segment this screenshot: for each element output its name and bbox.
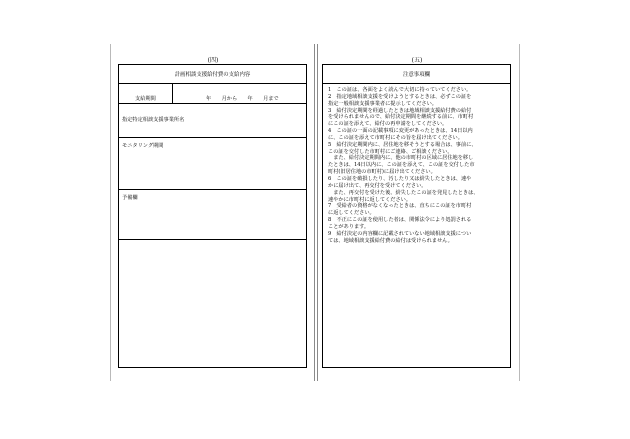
note-line: 9 給付決定の内容欄に記載されていない地域相談支援につい: [328, 230, 472, 237]
remarks-label: 予備欄: [122, 195, 138, 201]
notes-list: [328, 87, 506, 244]
period-label: 支給期間: [135, 96, 156, 102]
right-page-border: [519, 44, 520, 381]
benefit-content-title: 計画相談支援給付費の支給内容: [174, 72, 251, 78]
divider: [323, 83, 510, 84]
note-line: ては、地域相談支援給付費の給付は受けられません。: [328, 237, 453, 244]
note-line: たときは、14日以内に、この証を添えて、この証を交付した市: [328, 162, 475, 169]
right-page-label: (五): [411, 57, 423, 64]
note-line: 6 この証を破損したり、汚したり又は紛失したときは、速や: [328, 175, 472, 182]
note-line: また、給付決定期間内に、他の市町村の区域に居住地を移し: [328, 155, 474, 162]
note-line: 4 この証の一面の記載事項に変更があったときは、14日以内: [328, 128, 473, 135]
note-line: 7 受給者の資格がなくなったときは、直ちにこの証を市町村: [328, 203, 472, 210]
note-line: 1 この証は、各面をよく読んで大切に持っていてください。: [328, 87, 472, 93]
notes-title: 注意事項欄: [403, 72, 430, 78]
monitoring-label: モニタリング期間: [122, 143, 164, 149]
note-line: かに届け出て、再交付を受けてください。: [328, 182, 427, 189]
note-line: 3 給付決定期間を経過したときは地域相談支援給付費の給付: [328, 107, 472, 114]
fold-line-right: [317, 44, 318, 381]
note-line: 8 不正にこの証を使用した者は、関係法令により処罰される: [328, 217, 472, 224]
note-line: 5 給付決定期間内に、居住地を移そうとする場合は、事前に、: [328, 141, 477, 148]
note-line: を受けられませんので、給付決定期間を継続する前に、市町村: [328, 114, 474, 121]
left-page-border: [110, 44, 111, 381]
divider: [119, 103, 306, 104]
note-line: 町村(旧居住地の市町村)に届け出てください。: [328, 169, 436, 176]
note-line: に返してください。: [328, 210, 375, 217]
provider-label: 指定特定相談支援事業所名: [122, 117, 185, 123]
left-page-label: (四): [207, 57, 219, 64]
divider: [119, 137, 306, 138]
notes-form: [322, 64, 511, 368]
divider: [172, 83, 173, 103]
note-line: この証を交付した市町村にご連絡、ご相談ください。: [328, 148, 453, 155]
note-line: にこの証を添えて、給付の再申請をしてください。: [328, 121, 448, 128]
divider: [119, 189, 306, 190]
note-line: に、この証を添えて市町村にその旨を届け出てください。: [328, 134, 463, 141]
benefit-content-form: [118, 64, 307, 368]
note-line: 指定一般相談支援事業者に提示してください。: [328, 100, 437, 107]
divider: [119, 83, 306, 84]
note-line: ことがあります。: [328, 223, 370, 230]
divider: [119, 239, 306, 240]
note-line: 速やかに市町村に返してください。: [328, 196, 412, 203]
note-line: また、再交付を受けた後、紛失したこの証を発見したときは、: [328, 189, 479, 196]
period-value: 年 月から 年 月まで: [206, 96, 279, 102]
note-line: 2 指定地域相談支援を受けようとするときは、必ずこの証を: [328, 93, 472, 100]
fold-line-left: [314, 44, 315, 381]
